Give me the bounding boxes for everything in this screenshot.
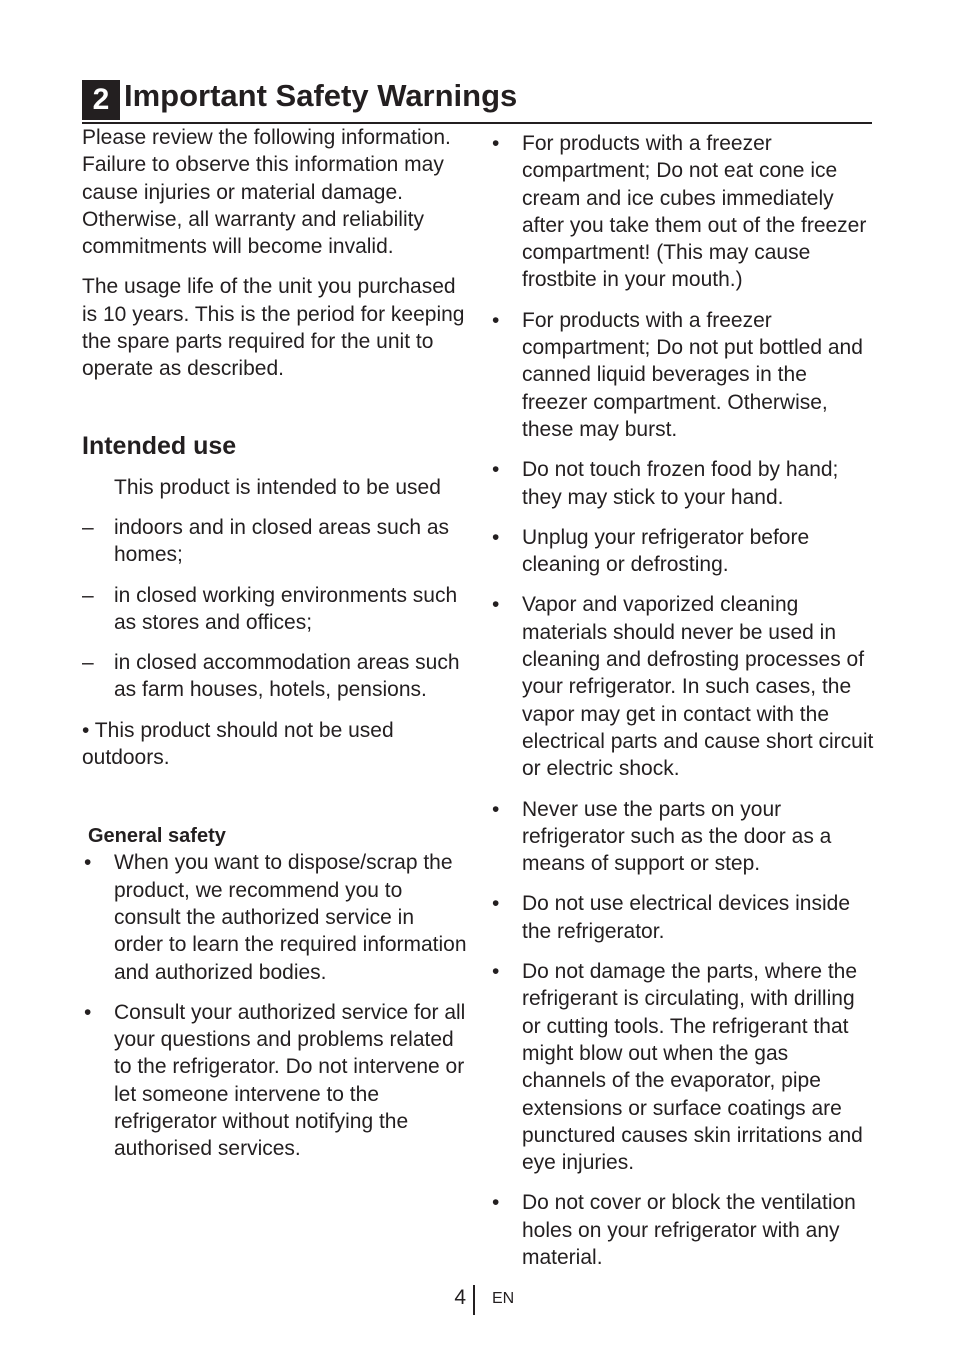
list-item-text: Do not use electrical devices inside the refrigerator.	[522, 892, 851, 943]
list-item-text: Consult your authorized service for all your questions and problems related to the refrigerator. Do not intervene or let someone intervene to the refrigerator without notifying the authorised services.	[114, 1000, 466, 1161]
chapter-header	[82, 78, 872, 124]
list-item-text: When you want to dispose/scrap the product, we recommend you to consult the authorized service in order to learn the required information and authorized bodies.	[114, 851, 467, 984]
list-item	[82, 849, 467, 985]
bullet-marker: •	[84, 1000, 92, 1024]
general-safety-heading: General safety	[88, 825, 226, 848]
list-item-text: Vapor and vaporized cleaning materials should never be used in cleaning and defrosting processes of your refrigerator. In such cases, the vapor may get in contact with the electrical parts and cause short circuit or electric shock.	[522, 593, 874, 781]
list-item	[82, 649, 467, 704]
list-item	[490, 1189, 876, 1271]
list-item	[490, 130, 876, 294]
right-column	[490, 130, 876, 1271]
list-item	[490, 958, 876, 1176]
list-item	[490, 456, 876, 511]
language-code: EN	[492, 1290, 515, 1307]
outdoor-note: • This product should not be used outdoors.	[82, 718, 394, 770]
intro-paragraph-2: The usage life of the unit you purchased is 10 years. This is the period for keeping the spare parts required for the unit to operate as described.	[82, 275, 465, 381]
dash-marker: –	[82, 515, 94, 539]
left-column	[82, 124, 467, 1163]
dash-marker: –	[82, 651, 94, 675]
list-item-text: For products with a freezer compartment; Do not eat cone ice cream and ice cubes immediately after you take them out of the freezer compartment! (This may cause frostbite in your mouth.)	[522, 132, 867, 292]
chapter-number: 2	[82, 80, 120, 120]
list-item	[82, 514, 467, 569]
bullet-marker: •	[492, 1191, 500, 1215]
chapter-title: Important Safety Warnings	[124, 78, 518, 113]
list-item	[490, 796, 876, 878]
list-item-text: For products with a freezer compartment; Do not put bottled and canned liquid beverages in the freezer compartment. Otherwise, these may burst.	[522, 308, 863, 441]
bullet-marker: •	[492, 960, 500, 984]
list-item	[490, 890, 876, 945]
bullet-marker: •	[492, 525, 500, 549]
list-item-text: in closed accommodation areas such as farm houses, hotels, pensions.	[114, 651, 460, 702]
bullet-marker: •	[492, 797, 500, 821]
intro-paragraph-1: Please review the following information. Failure to observe this information may cause injuries or material damage. Otherwise, all warranty and reliability commitments will become invalid.	[82, 126, 451, 259]
dash-marker: –	[82, 583, 94, 607]
intended-use-list	[82, 514, 467, 704]
general-safety-list	[82, 849, 467, 1162]
list-item-text: indoors and in closed areas such as homes;	[114, 515, 450, 567]
bullet-marker: •	[492, 458, 500, 482]
list-item-text: Do not cover or block the ventilation holes on your refrigerator with any material.	[522, 1191, 856, 1269]
intended-use-intro: This product is intended to be used	[114, 475, 441, 499]
list-item	[82, 999, 467, 1163]
list-item	[490, 524, 876, 579]
bullet-marker: •	[492, 308, 500, 332]
safety-warnings-list	[490, 130, 876, 1271]
list-item-text: Unplug your refrigerator before cleaning or defrosting.	[522, 525, 810, 577]
bullet-marker: •	[492, 593, 500, 617]
bullet-marker: •	[492, 132, 500, 155]
list-item-text: Do not touch frozen food by hand; they may stick to your hand.	[522, 458, 839, 509]
bullet-marker: •	[492, 892, 500, 916]
list-item	[490, 307, 876, 443]
list-item	[490, 591, 876, 782]
footer-divider	[473, 1285, 475, 1315]
list-item-text: Never use the parts on your refrigerator such as the door as a means of support or step.	[522, 797, 832, 876]
list-item-text: Do not damage the parts, where the refrigerant is circulating, with drilling or cutting tools. The refrigerant that might blow out when the gas channels of the evaporator, pipe extensions or surface coatings are punctured causes skin irritations and eye injuries.	[522, 960, 863, 1175]
list-item-text: in closed working environments such as stores and offices;	[114, 583, 458, 634]
page-number: 4	[454, 1286, 466, 1309]
list-item	[82, 582, 467, 637]
intended-use-heading: Intended use	[82, 431, 237, 460]
bullet-marker: •	[84, 851, 92, 875]
